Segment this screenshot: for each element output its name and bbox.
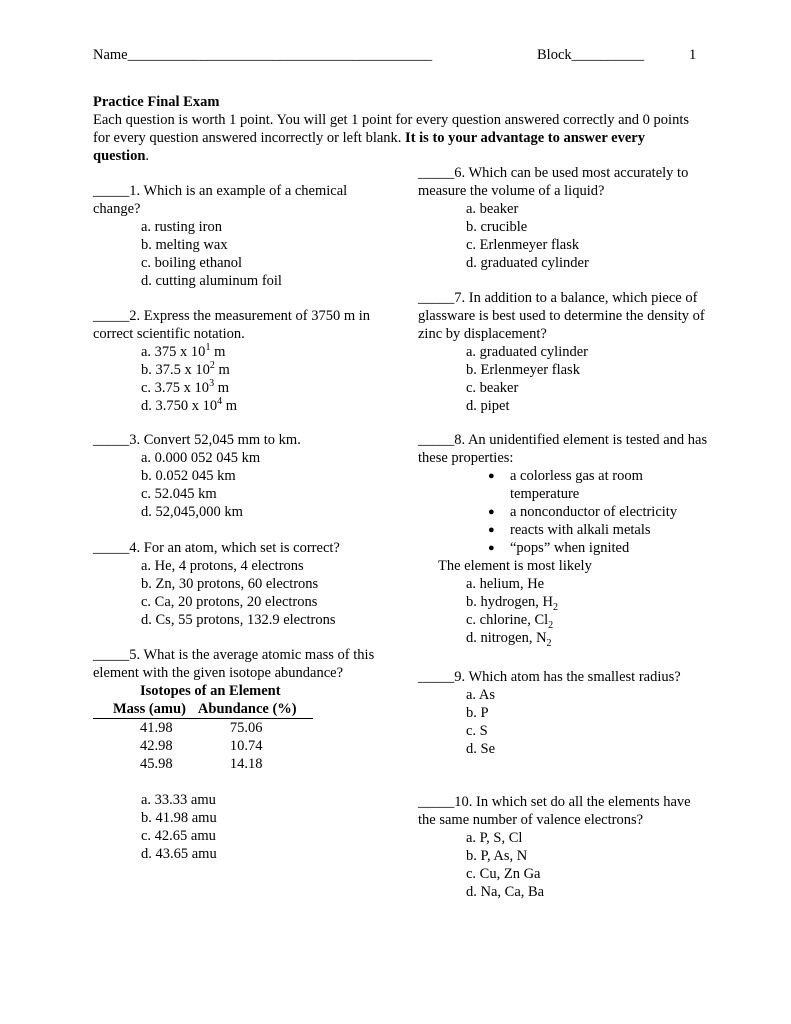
instructions-end: . (145, 148, 150, 164)
question-5-option-c: c. 42.65 amu (141, 828, 216, 844)
question-5-stem: _____5. What is the average atomic mass of this element with the given isotope abundance? (93, 647, 375, 681)
question-4-option-d: d. Cs, 55 protons, 132.9 electrons (141, 612, 336, 628)
exam-title: Practice Final Exam (93, 94, 220, 110)
question-10-stem: _____10. In which set do all the elements have the same number of valence electrons? (418, 794, 691, 828)
question-8-option-c: c. chlorine, $Cl_2$ (466, 612, 554, 631)
question-8-stem: _____8. An unidentified element is tested and has these properties: (418, 432, 708, 466)
block-field-label[interactable]: Block__________ (537, 47, 645, 63)
list-item: ● a colorless gas at room temperature (488, 468, 643, 502)
question-7-option-c: c. beaker (466, 380, 519, 396)
question-3-option-a: a. 0.000 052 045 km (141, 450, 261, 466)
question-6-option-b: b. crucible (466, 219, 528, 235)
question-3-stem: _____3. Convert 52,045 mm to km. (93, 432, 301, 448)
question-1-option-d: d. cutting aluminum foil (141, 273, 282, 289)
instructions-emphasis: It is to your advantage to answer every question (93, 130, 645, 164)
question-5-option-b: b. 41.98 amu (141, 810, 217, 826)
question-4 (93, 539, 383, 629)
list-item: ● “pops” when ignited (488, 540, 630, 556)
question-10-option-c: c. Cu, Zn Ga (466, 866, 541, 882)
question-6-option-c: c. Erlenmeyer flask (466, 237, 580, 253)
question-7-option-a: a. graduated cylinder (466, 344, 588, 360)
question-6-stem: _____6. Which can be used most accurately to measure the volume of a liquid? (418, 165, 689, 199)
question-9-option-d: d. Se (466, 741, 495, 757)
question-8-lead: The element is most likely (438, 558, 592, 574)
table-row: 41.98 75.06 (140, 720, 263, 736)
question-7 (418, 289, 708, 415)
question-2-option-c: c. 3.75 x $10^3$ m (141, 378, 229, 396)
isotope-table (93, 700, 313, 773)
isotope-table-title: Isotopes of an Element (140, 683, 281, 699)
question-4-option-b: b. Zn, 30 protons, 60 electrons (141, 576, 319, 592)
bullet-icon: ● (488, 506, 495, 518)
question-2-option-d: d. 3.750 x $10^4$ m (141, 396, 238, 414)
question-10-option-a: a. P, S, Cl (466, 830, 523, 846)
table-row: 42.98 10.74 (140, 738, 263, 754)
isotope-table-header-abundance: Abundance (%) (197, 701, 297, 717)
question-7-option-d: d. pipet (466, 398, 510, 414)
question-4-option-a: a. He, 4 protons, 4 electrons (141, 558, 304, 574)
question-6-option-a: a. beaker (466, 201, 519, 217)
question-5-option-a: a. 33.33 amu (141, 792, 216, 808)
question-4-stem: _____4. For an atom, which set is correct? (93, 540, 340, 556)
question-9 (418, 668, 708, 758)
question-1-option-c: c. boiling ethanol (141, 255, 243, 271)
question-3 (93, 431, 383, 521)
instructions (93, 111, 703, 165)
table-row: 45.98 14.18 (140, 756, 263, 772)
question-5-option-d: d. 43.65 amu (141, 846, 217, 862)
question-10-option-d: d. Na, Ca, Ba (466, 884, 545, 900)
list-item: ● reacts with alkali metals (488, 522, 651, 538)
question-9-option-b: b. P (466, 705, 489, 721)
page-number: 1 (689, 47, 697, 63)
question-1-option-a: a. rusting iron (141, 219, 222, 235)
question-6-option-d: d. graduated cylinder (466, 255, 589, 271)
question-3-option-b: b. 0.052 045 km (141, 468, 236, 484)
question-9-stem: _____9. Which atom has the smallest radius? (418, 669, 681, 685)
question-1 (93, 182, 383, 290)
question-9-option-c: c. S (466, 723, 488, 739)
question-8 (418, 431, 708, 647)
name-field-label[interactable]: Name__________________________________________ (93, 47, 433, 63)
question-2-stem: _____2. Express the measurement of 3750 m in correct scientific notation. (93, 308, 371, 342)
question-5 (93, 646, 383, 863)
question-3-option-c: c. 52.045 km (141, 486, 217, 502)
question-10-option-b: b. P, As, N (466, 848, 528, 864)
bullet-icon: ● (488, 542, 495, 554)
question-7-option-b: b. Erlenmeyer flask (466, 362, 580, 378)
list-item: ● a nonconductor of electricity (488, 504, 678, 520)
isotope-table-header-mass: Mass (amu) (113, 701, 186, 717)
question-6 (418, 164, 708, 272)
question-10 (418, 793, 708, 901)
question-1-option-b: b. melting wax (141, 237, 228, 253)
question-8-option-b: b. hydrogen, $H_2$ (466, 594, 558, 613)
question-1-stem: _____1. Which is an example of a chemical change? (93, 183, 348, 217)
question-8-option-d: d. nitrogen, $N_2$ (466, 630, 552, 649)
question-9-option-a: a. As (466, 687, 495, 703)
question-4-option-c: c. Ca, 20 protons, 20 electrons (141, 594, 318, 610)
question-2-option-a: a. 375 x $10^1$ m (141, 342, 226, 360)
question-3-option-d: d. 52,045,000 km (141, 504, 243, 520)
bullet-icon: ● (488, 524, 495, 536)
question-2-option-b: b. 37.5 x $10^2$ m (141, 360, 230, 378)
question-7-stem: _____7. In addition to a balance, which piece of glassware is best used to determine the density of zinc by displacement? (418, 290, 705, 342)
question-8-option-a: a. helium, He (466, 576, 545, 592)
instructions-text: Each question is worth 1 point. You will get 1 point for every question answered correctly and 0 points for every question answered incorrectly or left blank. (93, 112, 690, 146)
bullet-icon: ● (488, 470, 495, 482)
question-2 (93, 307, 383, 415)
